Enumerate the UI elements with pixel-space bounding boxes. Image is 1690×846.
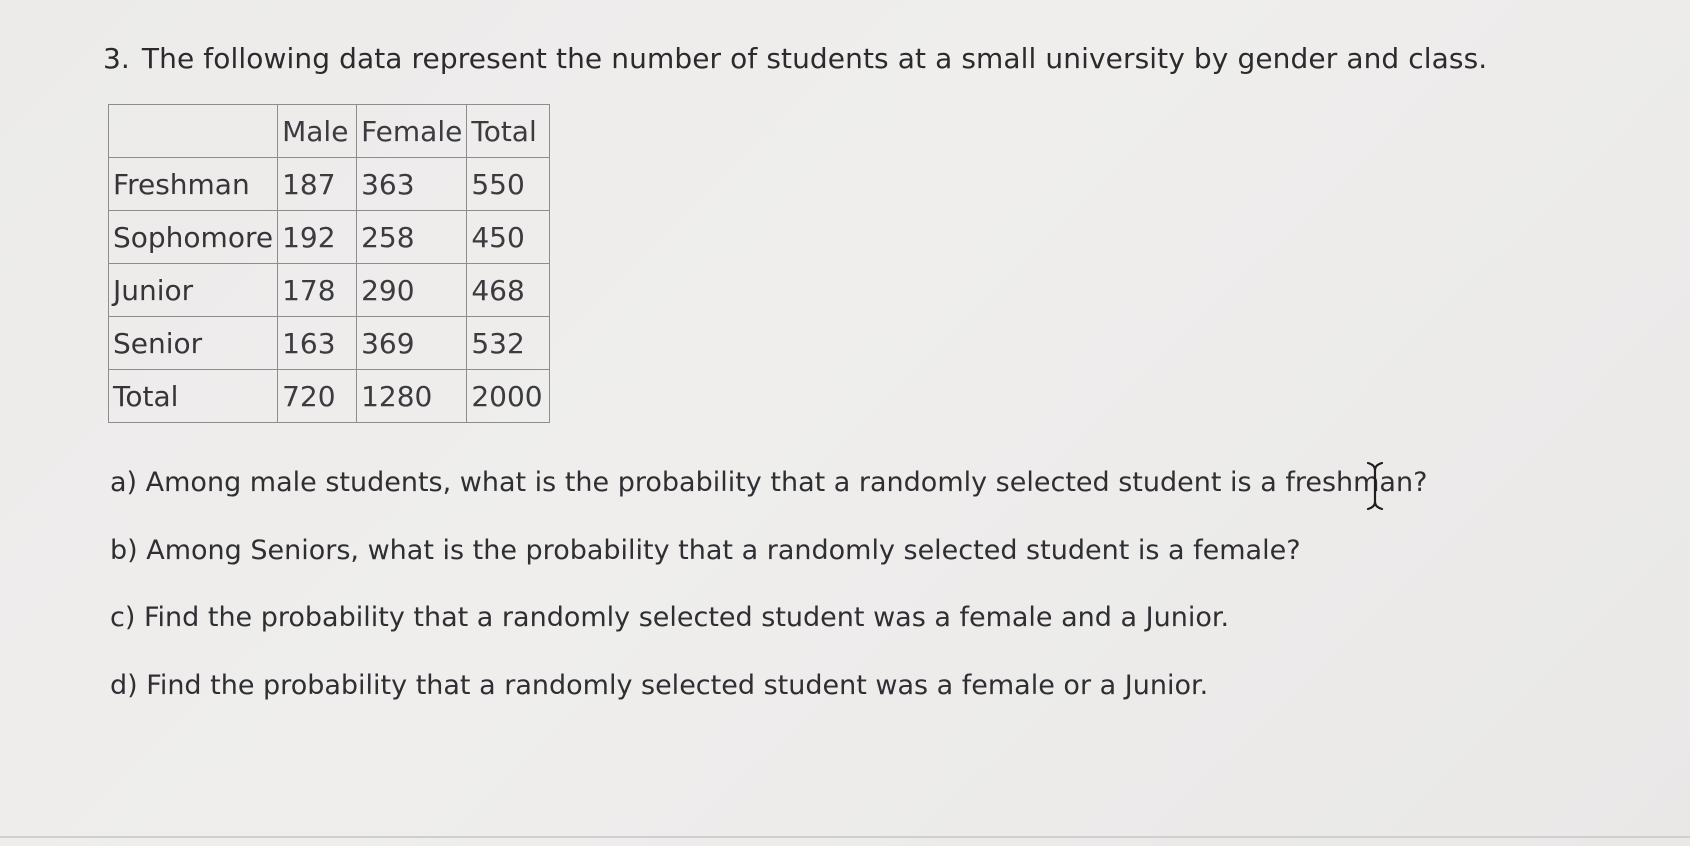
total-cell: 550 — [467, 158, 550, 211]
total-cell: 532 — [467, 317, 550, 370]
female-cell: 258 — [357, 211, 467, 264]
data-table — [108, 104, 550, 423]
bottom-divider — [0, 836, 1690, 838]
table-header-cell-total: Total — [467, 105, 550, 158]
question-parts-list — [110, 467, 1427, 737]
table-header-cell-male: Male — [278, 105, 357, 158]
question-title — [103, 42, 1487, 75]
female-cell: 369 — [357, 317, 467, 370]
row-label-cell: Junior — [109, 264, 278, 317]
row-label-cell: Sophomore — [109, 211, 278, 264]
male-cell: 720 — [278, 370, 357, 423]
male-cell: 192 — [278, 211, 357, 264]
total-cell: 450 — [467, 211, 550, 264]
row-label-cell: Freshman — [109, 158, 278, 211]
female-cell: 1280 — [357, 370, 467, 423]
table-header-cell-empty — [109, 105, 278, 158]
table-header-row — [109, 105, 550, 158]
female-cell: 363 — [357, 158, 467, 211]
text-cursor-icon — [1362, 460, 1388, 512]
question-part-c: c) Find the probability that a randomly selected student was a female and a Junior. — [110, 602, 1230, 633]
table-row — [109, 158, 550, 211]
male-cell: 187 — [278, 158, 357, 211]
table-row — [109, 317, 550, 370]
question-part-d: d) Find the probability that a randomly selected student was a female or a Junior. — [110, 669, 1209, 701]
table-header-cell-female: Female — [357, 105, 467, 158]
female-cell: 290 — [357, 264, 467, 317]
question-part-a: a) Among male students, what is the probability that a randomly selected student is a freshman? — [110, 467, 1428, 498]
table-row — [109, 264, 550, 317]
row-label-cell: Total — [109, 370, 278, 423]
row-label-cell: Senior — [109, 317, 278, 370]
question-text: The following data represent the number of students at a small university by gender and class. — [141, 42, 1488, 75]
question-part-b: b) Among Seniors, what is the probability that a randomly selected student is a female? — [110, 534, 1301, 566]
total-cell: 2000 — [467, 370, 550, 423]
question-number: 3. — [103, 42, 130, 75]
total-cell: 468 — [467, 264, 550, 317]
table-row — [109, 211, 550, 264]
male-cell: 178 — [278, 264, 357, 317]
male-cell: 163 — [278, 317, 357, 370]
table-row — [109, 370, 550, 423]
